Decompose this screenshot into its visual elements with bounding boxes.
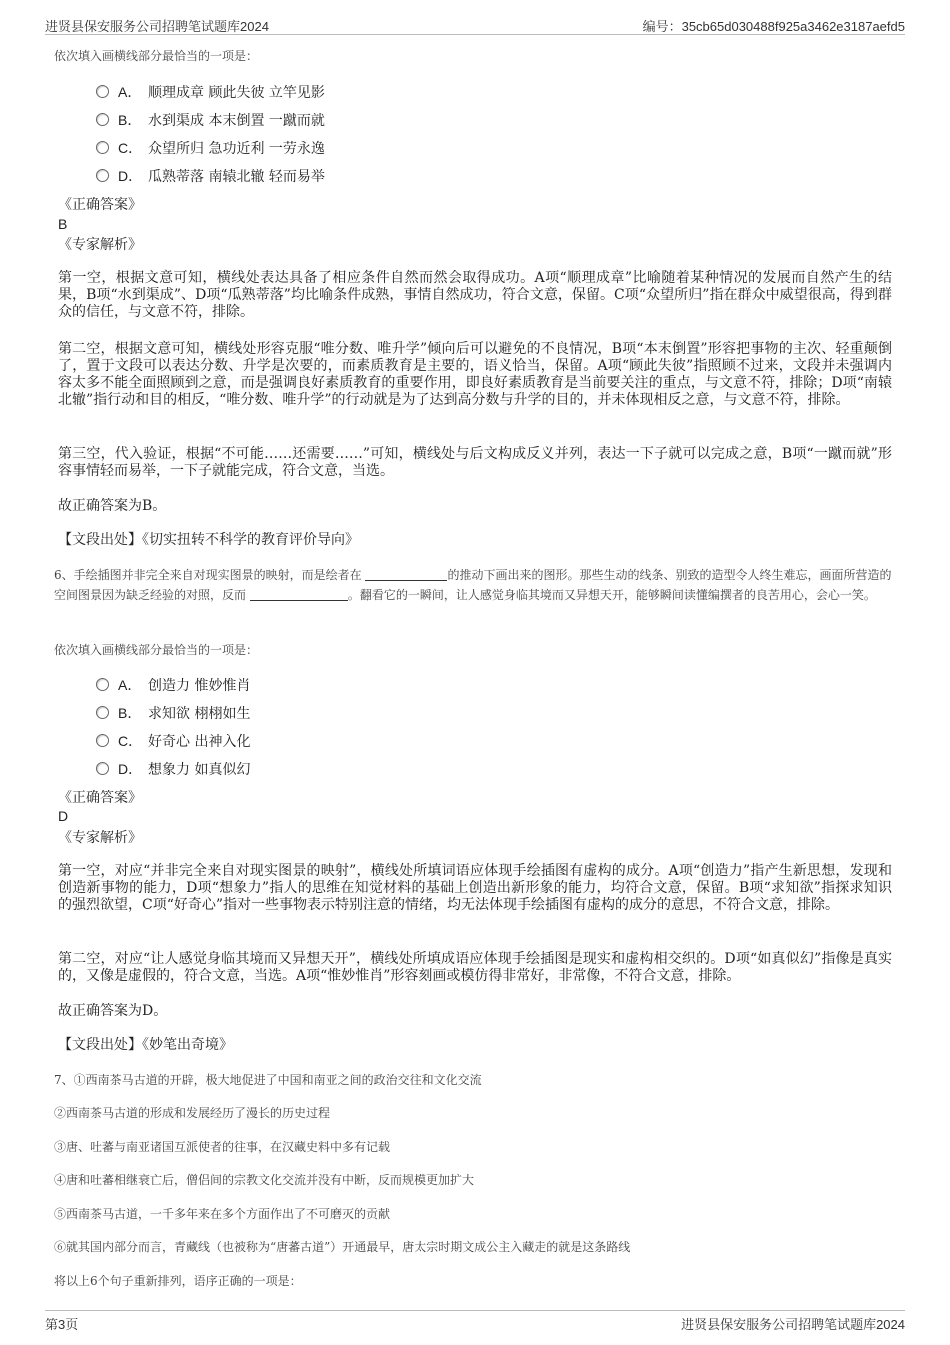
option-text: 瓜熟蒂落 南辕北辙 轻而易举 bbox=[148, 169, 325, 185]
option-text: 创造力 惟妙惟肖 bbox=[148, 678, 251, 694]
option-letter: C． bbox=[118, 733, 143, 749]
option-text: 水到渠成 本末倒置 一蹴而就 bbox=[148, 113, 325, 129]
q6-stem-part1: 6、手绘插图并非完全来自对现实图景的映射，而是绘者在 bbox=[54, 568, 366, 582]
q5-answer: B bbox=[58, 216, 68, 232]
blank-1 bbox=[365, 568, 447, 581]
q6-answer-label: 《正确答案》 bbox=[58, 790, 142, 806]
q7-instruction: 将以上6个句子重新排列，语序正确的一项是： bbox=[54, 1274, 302, 1288]
q6-option-b[interactable] bbox=[96, 703, 250, 723]
q5-option-a[interactable] bbox=[96, 82, 325, 102]
option-letter: C． bbox=[118, 140, 143, 156]
q6-option-a[interactable] bbox=[96, 675, 250, 695]
q6-option-c[interactable] bbox=[96, 731, 250, 751]
page-footer bbox=[45, 1310, 905, 1333]
blank-2 bbox=[250, 588, 348, 601]
q5-analysis-p3: 第三空，代入验证，根据“不可能……还需要……”可知，横线处与后文构成反义并列，表达一下子就可以完成之意，B项“一蹴而就”形容事情轻而易举，一下子就能完成，符合文意，当选。 bbox=[58, 446, 892, 479]
option-letter: B． bbox=[118, 705, 142, 721]
q5-analysis-label: 《专家解析》 bbox=[58, 237, 142, 253]
q6-stem-part2: 的推动下画出来的图形。那些生动的线条、别致的造型令人终生难忘，画面所营造的空间图景因为缺乏经验的对照，反而 bbox=[54, 568, 892, 602]
q6-source: 【文段出处】《妙笔出奇境》 bbox=[58, 1037, 233, 1053]
header-id: 编号：35cb65d030488f925a3462e3187aefd5 bbox=[642, 19, 905, 34]
q7-sentence-1: 7、①西南茶马古道的开辟，极大地促进了中国和南亚之间的政治交往和文化交流 bbox=[54, 1073, 482, 1087]
footer-title: 进贤县保安服务公司招聘笔试题库2024 bbox=[681, 1317, 905, 1332]
q6-option-d[interactable] bbox=[96, 759, 250, 779]
q6-instruction: 依次填入画横线部分最恰当的一项是： bbox=[54, 643, 259, 657]
option-text: 好奇心 出神入化 bbox=[148, 734, 251, 750]
q5-analysis-p1: 第一空，根据文意可知，横线处表达具备了相应条件自然而然会取得成功。A项“顺理成章”比喻随着某种情况的发展而自然产生的结果，B项“水到渠成”、D项“瓜熟蒂落”均比喻条件成熟，事情自然成功，符合文意，保留。C项“众望所归”指在群众中威望很高，得到群众的信任，与文意不符，排除。 bbox=[58, 270, 892, 320]
q5-instruction: 依次填入画横线部分最恰当的一项是： bbox=[54, 49, 259, 63]
q5-option-d[interactable] bbox=[96, 166, 325, 186]
q5-option-c[interactable] bbox=[96, 138, 325, 158]
q7-sentence-3: ③唐、吐蕃与南亚诸国互派使者的往事，在汉藏史料中多有记载 bbox=[54, 1140, 391, 1154]
option-letter: B． bbox=[118, 112, 142, 128]
q6-conclusion: 故正确答案为D。 bbox=[58, 1003, 168, 1019]
option-text: 求知欲 栩栩如生 bbox=[148, 706, 251, 722]
radio-icon[interactable] bbox=[96, 762, 109, 775]
option-letter: D． bbox=[118, 761, 143, 777]
q6-stem-part3: 。翻看它的一瞬间，让人感觉身临其境而又异想天开，能够瞬间读懂编撰者的良苦用心，会心一笑。 bbox=[347, 588, 876, 602]
page-number: 第3页 bbox=[45, 1317, 79, 1332]
option-text: 众望所归 急功近利 一劳永逸 bbox=[148, 141, 325, 157]
radio-icon[interactable] bbox=[96, 706, 109, 719]
radio-icon[interactable] bbox=[96, 85, 109, 98]
option-text: 顺理成章 顾此失彼 立竿见影 bbox=[148, 85, 325, 101]
q6-answer: D bbox=[58, 808, 69, 824]
q5-analysis-p2: 第二空，根据文意可知，横线处形容克服“唯分数、唯升学”倾向后可以避免的不良情况，B项“本末倒置”形容把事物的主次、轻重颠倒了，置于文段可以表达分数、升学是次要的，而素质教育是主要的，语义恰当，保留。A项“顾此失彼”指照顾不过来，文段并未强调内容太多不能全面照顾到之意，而是强调良好素质教育的重要作用，即良好素质教育是当前要关注的重点，与文意不符，排除；D项“南辕北辙”指行动和目的相反，“唯分数、唯升学”的行动就是为了达到高分数与升学的目的，并未体现相反之意，与文意不符，排除。 bbox=[58, 341, 892, 408]
q5-answer-label: 《正确答案》 bbox=[58, 197, 142, 213]
radio-icon[interactable] bbox=[96, 141, 109, 154]
option-text: 想象力 如真似幻 bbox=[148, 762, 251, 778]
q5-conclusion: 故正确答案为B。 bbox=[58, 498, 167, 514]
header-title: 进贤县保安服务公司招聘笔试题库2024 bbox=[45, 19, 269, 34]
q5-option-b[interactable] bbox=[96, 110, 325, 130]
q7-sentence-4: ④唐和吐蕃相继衰亡后，僧侣间的宗教文化交流并没有中断，反而规模更加扩大 bbox=[54, 1173, 475, 1187]
option-letter: D． bbox=[118, 168, 143, 184]
q6-analysis-label: 《专家解析》 bbox=[58, 830, 142, 846]
radio-icon[interactable] bbox=[96, 169, 109, 182]
radio-icon[interactable] bbox=[96, 113, 109, 126]
q6-analysis-p1: 第一空，对应“并非完全来自对现实图景的映射”，横线处所填词语应体现手绘插图有虚构的成分。A项“创造力”指产生新思想，发现和创造新事物的能力，D项“想象力”指人的思维在知觉材料的基础上创造出新形象的能力，均符合文意，保留。B项“求知欲”指探求知识的强烈欲望，C项“好奇心”指对一些事物表示特别注意的情绪，均无法体现手绘插图有虚构的成分的意思，不符合文意，排除。 bbox=[58, 863, 892, 913]
option-letter: A． bbox=[118, 677, 142, 693]
option-letter: A． bbox=[118, 84, 142, 100]
q7-sentence-6: ⑥就其国内部分而言，青藏线（也被称为“唐蕃古道”）开通最早，唐太宗时期文成公主入藏走的就是这条路线 bbox=[54, 1240, 631, 1254]
q6-analysis-p2: 第二空，对应“让人感觉身临其境而又异想天开”，横线处所填成语应体现手绘插图是现实和虚构相交织的。D项“如真似幻”指像是真实的，又像是虚假的，符合文意，当选。A项“惟妙惟肖”形容刻画或模仿得非常好，非常像，不符合文意，排除。 bbox=[58, 951, 892, 984]
page-header bbox=[45, 14, 905, 35]
q7-sentence-2: ②西南茶马古道的形成和发展经历了漫长的历史过程 bbox=[54, 1106, 331, 1120]
radio-icon[interactable] bbox=[96, 678, 109, 691]
q5-source: 【文段出处】《切实扭转不科学的教育评价导向》 bbox=[58, 532, 359, 548]
radio-icon[interactable] bbox=[96, 734, 109, 747]
q6-stem bbox=[54, 565, 894, 605]
q7-sentence-5: ⑤西南茶马古道，一千多年来在多个方面作出了不可磨灭的贡献 bbox=[54, 1207, 391, 1221]
